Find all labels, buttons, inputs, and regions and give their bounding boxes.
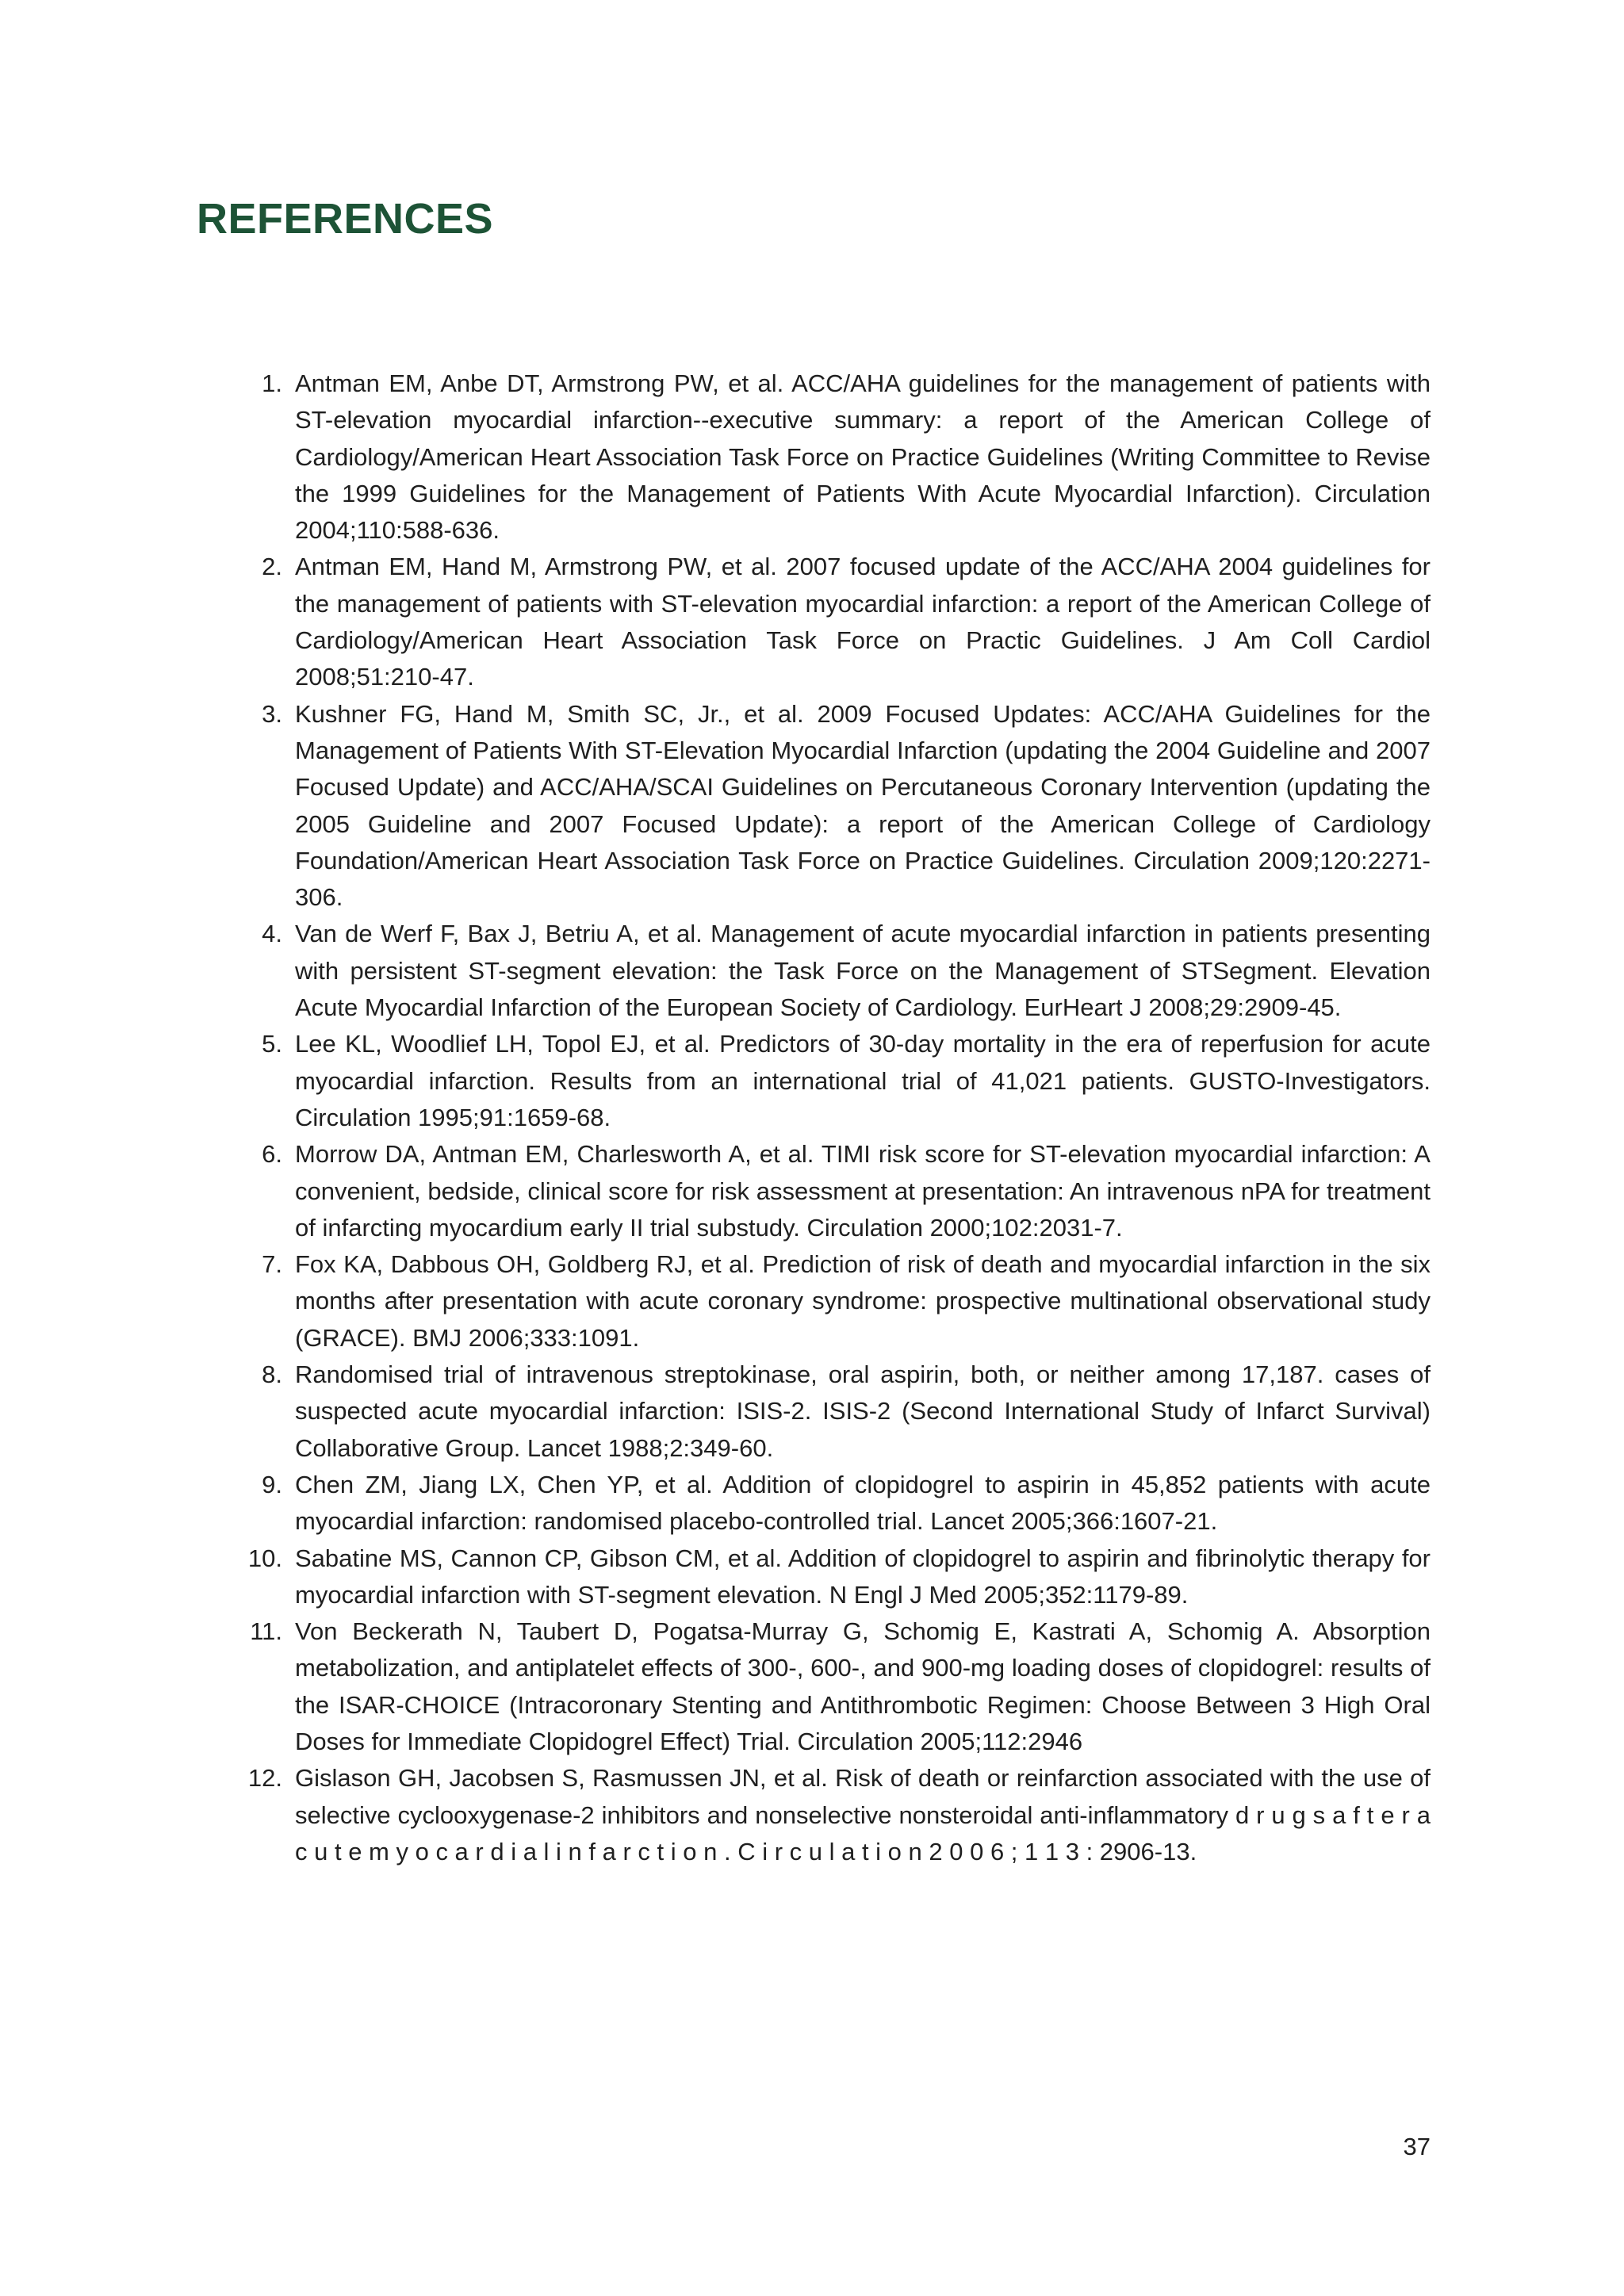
reference-number: 11. — [250, 1617, 282, 1646]
reference-number: 5. — [262, 1030, 282, 1058]
reference-number: 6. — [262, 1140, 282, 1169]
reference-text: Gislason GH, Jacobsen S, Rasmussen JN, et al. Risk of death or reinfarction associated with the use of selective cyclooxygenase-2 inhibitors and nonselective nonsteroidal anti-inflammatory d r u g s a f t e r a c u t e m y o c a r d i a l i n f a r c t i o n . C i r c u l a t i o n 2 0 0 6 ; 1 1 3 : 2906-13. — [295, 1764, 1431, 1866]
reference-number: 10. — [247, 1544, 282, 1572]
reference-text: Kushner FG, Hand M, Smith SC, Jr., et al. 2009 Focused Updates: ACC/AHA Guidelines for the Management of Patients With ST-Elevation Myocardial Infarction (updating the 2004 Guideline and 2007 Focused Update) and ACC/AHA/SCAI Guidelines on Percutaneous Coronary Intervention (updating the 2005 Guideline and 2007 Focused Update): a report of the American College of Cardiology Foundation/American Heart Association Task Force on Practice Guidelines. Circulation 2009;120:2271-306. — [295, 699, 1431, 912]
page-title: REFERENCES — [197, 195, 494, 243]
page-number: 37 — [1403, 2133, 1431, 2160]
reference-text: Fox KA, Dabbous OH, Goldberg RJ, et al. Prediction of risk of death and myocardial infarction in the six months after presentation with acute coronary syndrome: prospective multinational observational study (GRACE). BMJ 2006;333:1091. — [295, 1250, 1431, 1352]
reference-item — [238, 1467, 1431, 1540]
reference-item — [238, 1246, 1431, 1357]
reference-item — [238, 916, 1431, 1026]
reference-item — [238, 1026, 1431, 1136]
reference-number: 1. — [262, 369, 282, 397]
reference-number: 7. — [262, 1250, 282, 1279]
reference-text: Antman EM, Anbe DT, Armstrong PW, et al. ACC/AHA guidelines for the management of patients with ST-elevation myocardial infarction--executive summary: a report of the American College of Cardiology/American Heart Association Task Force on Practice Guidelines (Writing Committee to Revise the 1999 Guidelines for the Management of Patients With Acute Myocardial Infarction). Circulation 2004;110:588-636. — [295, 369, 1431, 545]
reference-text: Sabatine MS, Cannon CP, Gibson CM, et al. Addition of clopidogrel to aspirin and fibrinolytic therapy for myocardial infarction with ST-segment elevation. N Engl J Med 2005;352:1179-89. — [295, 1544, 1431, 1609]
reference-item — [238, 1760, 1431, 1870]
reference-number: 4. — [262, 920, 282, 948]
reference-item — [238, 365, 1431, 549]
reference-list — [238, 365, 1431, 1870]
reference-text: Van de Werf F, Bax J, Betriu A, et al. Management of acute myocardial infarction in patients presenting with persistent ST-segment elevation: the Task Force on the Management of STSegment. Elevation Acute Myocardial Infarction of the European Society of Cardiology. EurHeart J 2008;29:2909-45. — [295, 920, 1431, 1022]
reference-text: Morrow DA, Antman EM, Charlesworth A, et al. TIMI risk score for ST-elevation myocardial infarction: A convenient, bedside, clinical score for risk assessment at presentation: An intravenous nPA for treatment of infarcting myocardium early II trial substudy. Circulation 2000;102:2031-7. — [295, 1140, 1431, 1242]
reference-number: 12. — [247, 1764, 282, 1793]
reference-item — [238, 696, 1431, 916]
reference-item — [238, 1613, 1431, 1760]
reference-number: 2. — [262, 553, 282, 581]
reference-item — [238, 1357, 1431, 1467]
reference-number: 8. — [262, 1360, 282, 1389]
reference-text: Antman EM, Hand M, Armstrong PW, et al. 2007 focused update of the ACC/AHA 2004 guidelines for the management of patients with ST-elevation myocardial infarction: a report of the American College of Cardiology/American Heart Association Task Force on Practic Guidelines. J Am Coll Cardiol 2008;51:210-47. — [295, 553, 1431, 691]
reference-text: Lee KL, Woodlief LH, Topol EJ, et al. Predictors of 30-day mortality in the era of reperfusion for acute myocardial infarction. Results from an international trial of 41,021 patients. GUSTO-Investigators. Circulation 1995;91:1659-68. — [295, 1030, 1431, 1131]
reference-number: 9. — [262, 1470, 282, 1498]
reference-item — [238, 549, 1431, 695]
reference-number: 3. — [262, 699, 282, 728]
reference-item — [238, 1136, 1431, 1246]
reference-text: Von Beckerath N, Taubert D, Pogatsa-Murray G, Schomig E, Kastrati A, Schomig A. Absorption metabolization, and antiplatelet effects of 300-, 600-, and 900-mg loading doses of clopidogrel: results of the ISAR-CHOICE (Intracoronary Stenting and Antithrombotic Regimen: Choose Between 3 High Oral Doses for Immediate Clopidogrel Effect) Trial. Circulation 2005;112:2946 — [295, 1617, 1431, 1755]
reference-item — [238, 1540, 1431, 1614]
reference-text: Randomised trial of intravenous streptokinase, oral aspirin, both, or neither among 17,187. cases of suspected acute myocardial infarction: ISIS-2. ISIS-2 (Second International Study of Infarct Survival) Collaborative Group. Lancet 1988;2:349-60. — [295, 1360, 1431, 1462]
reference-text: Chen ZM, Jiang LX, Chen YP, et al. Addition of clopidogrel to aspirin in 45,852 patients with acute myocardial infarction: randomised placebo-controlled trial. Lancet 2005;366:1607-21. — [295, 1470, 1431, 1536]
